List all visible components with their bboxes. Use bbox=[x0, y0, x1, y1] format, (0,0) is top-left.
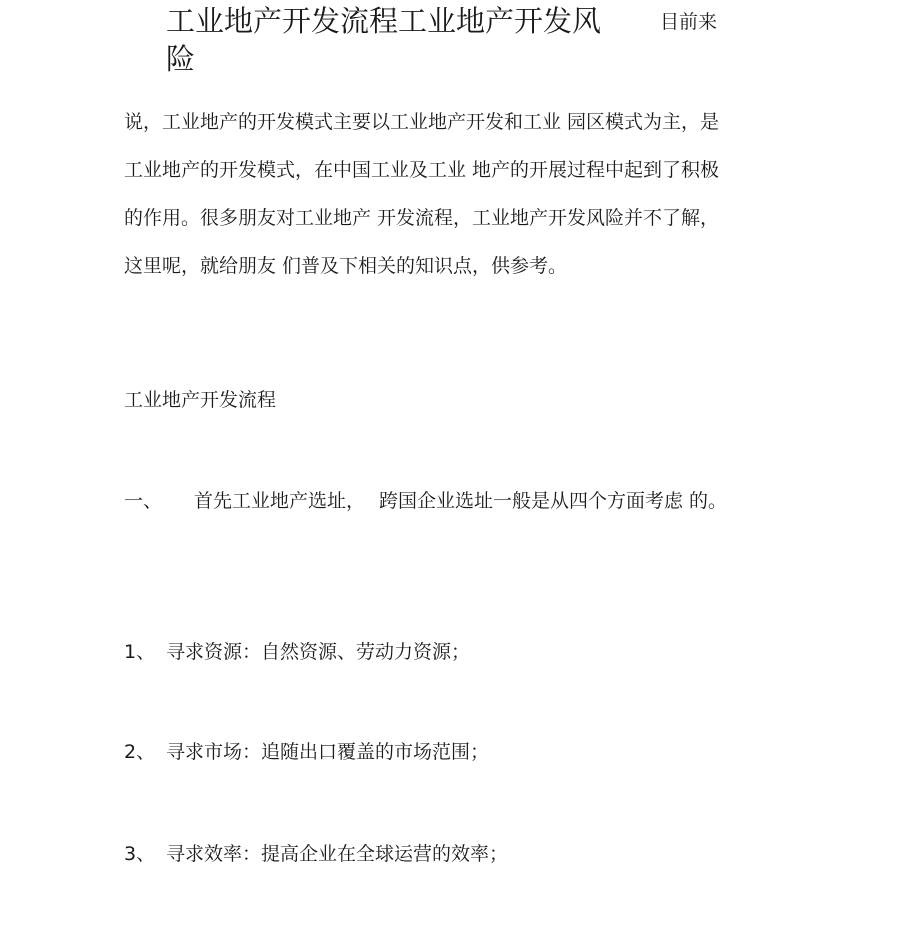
step-one-marker: 一、 bbox=[124, 490, 163, 512]
list-item-text: 寻求效率：提高企业在全球运营的效率； bbox=[166, 843, 509, 865]
section-heading: 工业地产开发流程 bbox=[124, 389, 277, 411]
step-one-text-part2: 跨国企业选址一般是从四个方面考虑 的。 bbox=[379, 490, 728, 512]
step-one-paragraph bbox=[124, 476, 734, 526]
list-item bbox=[124, 734, 734, 770]
intro-paragraph: 说，工业地产的开发模式主要以工业地产开发和工业 园区模式为主，是工业地产的开发模式，在中国工业及工业 地产的开展过程中起到了积极的作用。很多朋友对工业地产 开发流程，工业地产开发风险并不了解，这里呢，就给朋友 们普及下相关的知识点，供参考。 bbox=[124, 111, 720, 277]
list-item-text: 寻求市场：追随出口覆盖的市场范围； bbox=[166, 741, 490, 763]
list-item bbox=[124, 836, 734, 872]
list-item-number: 1、 bbox=[124, 641, 156, 663]
list-item-number: 3、 bbox=[124, 843, 156, 865]
list-item bbox=[124, 634, 734, 670]
side-note: 目前来 bbox=[660, 11, 718, 33]
page-title: 工业地产开发流程工业地产开发风险 bbox=[166, 4, 602, 76]
list-item-text: 寻求资源：自然资源、劳动力资源； bbox=[166, 641, 471, 663]
list-item-number: 2、 bbox=[124, 741, 156, 763]
step-one-text-part1: 首先工业地产选址， bbox=[194, 490, 366, 512]
